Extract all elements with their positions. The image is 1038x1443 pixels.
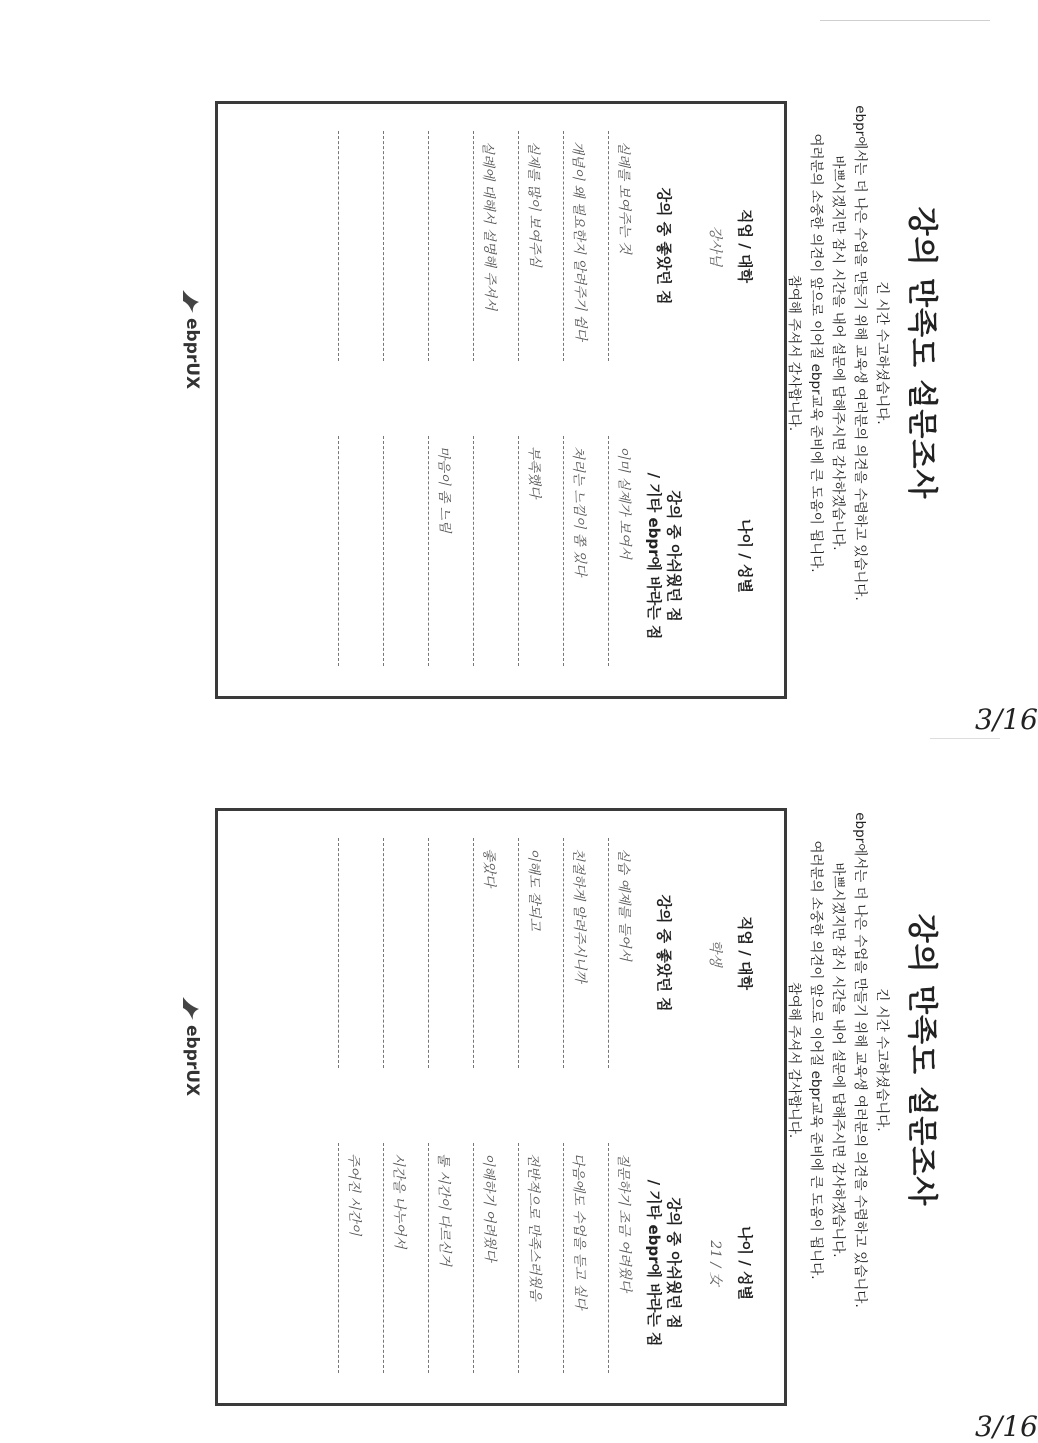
ebprux-logo (175, 288, 205, 428)
bad-answer-row[interactable]: 부족했다 (518, 436, 554, 666)
age-label: 나이 / 성별 (736, 1226, 754, 1300)
bad-heading-line: 강의 중 아쉬웠던 점 (665, 490, 683, 622)
good-answer-row[interactable]: 개념이 왜 필요한지 알려주기 쉽다 (563, 131, 599, 361)
good-answer-row[interactable]: 좋았다 (473, 838, 509, 1068)
intro-line: 여러분의 소중한 의견이 앞으로 이어질 ebpr교육 준비에 큰 도움이 됩니다. (808, 133, 824, 573)
survey-intro (783, 53, 893, 653)
good-answer-row[interactable] (338, 838, 374, 1068)
job-label: 직업 / 대학 (736, 209, 754, 283)
bad-answer-row[interactable] (338, 436, 374, 666)
good-answer-row[interactable] (383, 131, 419, 361)
bad-answer-row[interactable]: 이해하기 어려웠다 (473, 1143, 509, 1373)
bad-answer-row[interactable]: 마음이 좀 느림 (428, 436, 464, 666)
survey-form-box (215, 808, 787, 1406)
age-value[interactable]: 21 / 女 (707, 1240, 723, 1286)
survey-sheet-2 (0, 707, 1038, 1443)
bad-answer-row[interactable] (383, 436, 419, 666)
page-number: 3/16 (975, 1410, 1038, 1443)
bad-answer-row[interactable]: 툴 시간이 다르신거 (428, 1143, 464, 1373)
good-answer-row[interactable] (338, 131, 374, 361)
good-heading: 강의 중 좋았던 점 (655, 894, 673, 1012)
good-answer-row[interactable]: 친절하게 알려주시니까 (563, 838, 599, 1068)
bad-answer-row[interactable]: 이미 실제가 보여서 (608, 436, 644, 666)
good-answer-row[interactable] (383, 838, 419, 1068)
intro-line: ebpr에서는 더 나은 수업을 만들기 위해 교육생 여러분의 의견을 수렴하고 있습니다. (852, 105, 868, 601)
bad-heading-line: / 기타 ebpr에 바라는 점 (645, 472, 663, 640)
good-heading: 강의 중 좋았던 점 (655, 187, 673, 305)
survey-form-box (215, 101, 787, 699)
bad-answer-row[interactable]: 주어진 시간이 (338, 1143, 374, 1373)
survey-title: 강의 만족도 설문조사 (904, 913, 939, 1207)
intro-line: 참여해 주셔서 감사합니다. (786, 274, 802, 432)
bad-answer-row[interactable]: 다음에도 수업을 듣고 싶다 (563, 1143, 599, 1373)
bad-answer-row[interactable] (473, 436, 509, 666)
good-answer-row[interactable] (428, 838, 464, 1068)
job-label: 직업 / 대학 (736, 916, 754, 990)
intro-line: ebpr에서는 더 나은 수업을 만들기 위해 교육생 여러분의 의견을 수렴하고 있습니다. (852, 812, 868, 1308)
job-value[interactable]: 학생 (707, 939, 723, 967)
bad-heading-line: 강의 중 아쉬웠던 점 (665, 1197, 683, 1329)
good-answer-row[interactable]: 실례에 대해서 설명해 주셔서 (473, 131, 509, 361)
bad-answer-row[interactable]: 전반적으로 만족스러웠음 (518, 1143, 554, 1373)
intro-line: 바쁘시겠지만 잠시 시간을 내어 설문에 답해주시면 감사하겠습니다. (830, 155, 846, 551)
survey-title: 강의 만족도 설문조사 (904, 206, 939, 500)
intro-line: 긴 시간 수고하셨습니다. (874, 281, 890, 425)
intro-line: 참여해 주셔서 감사합니다. (786, 981, 802, 1139)
age-label: 나이 / 성별 (736, 519, 754, 593)
good-answer-row[interactable]: 실습 예제를 들어서 (608, 838, 644, 1068)
swallow-bird-icon (179, 288, 203, 314)
swallow-bird-icon (179, 995, 203, 1021)
bad-heading-line: / 기타 ebpr에 바라는 점 (645, 1179, 663, 1347)
good-answer-row[interactable]: 실례를 보여주는 것 (608, 131, 644, 361)
bad-answer-row[interactable]: 시간을 나누어서 (383, 1143, 419, 1373)
bad-answer-row[interactable]: 질문하기 조금 어려웠다 (608, 1143, 644, 1373)
ebprux-logo (175, 995, 205, 1135)
intro-line: 긴 시간 수고하셨습니다. (874, 988, 890, 1132)
good-answer-row[interactable]: 실제를 많이 보여주심 (518, 131, 554, 361)
good-answer-row[interactable]: 이해도 잘되고 (518, 838, 554, 1068)
bad-heading (644, 426, 684, 686)
intro-line: 여러분의 소중한 의견이 앞으로 이어질 ebpr교육 준비에 큰 도움이 됩니다. (808, 840, 824, 1280)
logo-text: ebprUX (182, 318, 202, 390)
intro-line: 바쁘시겠지만 잠시 시간을 내어 설문에 답해주시면 감사하겠습니다. (830, 862, 846, 1258)
survey-intro (783, 760, 893, 1360)
logo-text: ebprUX (182, 1025, 202, 1097)
bad-heading (644, 1133, 684, 1393)
page-number: 3/16 (975, 703, 1038, 736)
job-value[interactable]: 강사님 (707, 225, 723, 267)
good-answer-row[interactable] (428, 131, 464, 361)
bad-answer-row[interactable]: 처리는 느낌이 쫌 있다 (563, 436, 599, 666)
